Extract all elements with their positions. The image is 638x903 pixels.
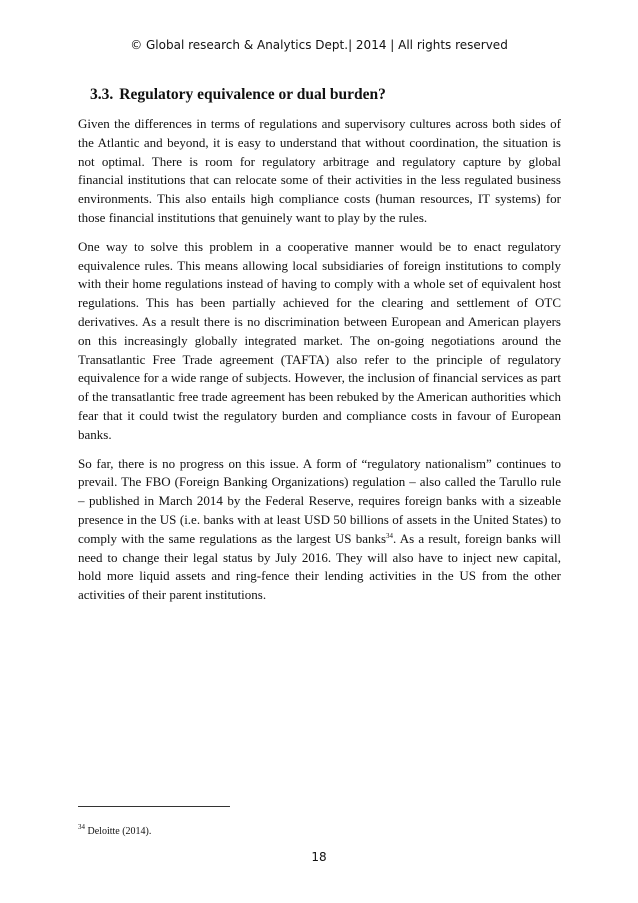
section-heading — [90, 86, 386, 104]
paragraph-1: Given the differences in terms of regulations and supervisory cultures across both sides of the Atlantic and beyond, it is easy to understand that without coordination, the situation is not optimal. There is room for regulatory arbitrage and regulatory capture by global financial institutions that can relocate some of their activities in the less regulated business environments. This also entails high compliance costs (human resources, IT systems) for those financial institutions that genuinely want to play by the rules. — [78, 116, 561, 225]
paragraph-3 — [78, 455, 561, 605]
section-title: Regulatory equivalence or dual burden? — [119, 86, 386, 103]
page-header: © Global research & Analytics Dept.| 2014 | All rights reserved — [130, 38, 508, 52]
paragraph-3-text-start: So far, there is no progress on this issue. A form of “regulatory nationalism” continues to prevail. The FBO (Foreign Banking Organizations) regulation – also called the Tarullo rule – published in March 2014 by the Federal Reserve, requires foreign banks with a sizeable presence in the US (i.e. banks with at least USD 50 billions of assets in the United States) to comply with the same regulations as the largest US banks — [78, 455, 561, 546]
paragraph-2: One way to solve this problem in a cooperative manner would be to enact regulatory equivalence rules. This means allowing local subsidiaries of foreign institutions to comply with their home regulations instead of having to comply with a whole set of equivalent host regulations. This has been partially achieved for the clearing and settlement of OTC derivatives. As a result there is no discrimination between European and American players on this increasingly globally integrated market. The on-going negotiations around the Transatlantic Free Trade agreement (TAFTA) also refer to the principle of regulatory equivalence for a wide range of subjects. However, the inclusion of financial services as part of the transatlantic free trade agreement has been rebuked by the American authorities which fear that it could twist the regulatory burden and compliance costs in favour of European banks. — [78, 238, 561, 442]
footnote-separator — [78, 806, 230, 807]
page-number: 18 — [311, 850, 327, 864]
footnote-number: 34 — [78, 823, 85, 831]
body-text — [78, 115, 561, 615]
footnote — [78, 823, 152, 837]
section-number: 3.3. — [90, 86, 114, 103]
paragraph-3-text-end: . As a result, foreign banks will need to change their legal status by July 2016. They will also have to inject new capital, hold more liquid assets and ring-fence their lending activities in the US from the other activities of their parent institutions. — [78, 530, 561, 603]
footnote-reference: 34 — [386, 531, 394, 540]
footnote-text: Deloitte (2014). — [85, 826, 152, 837]
